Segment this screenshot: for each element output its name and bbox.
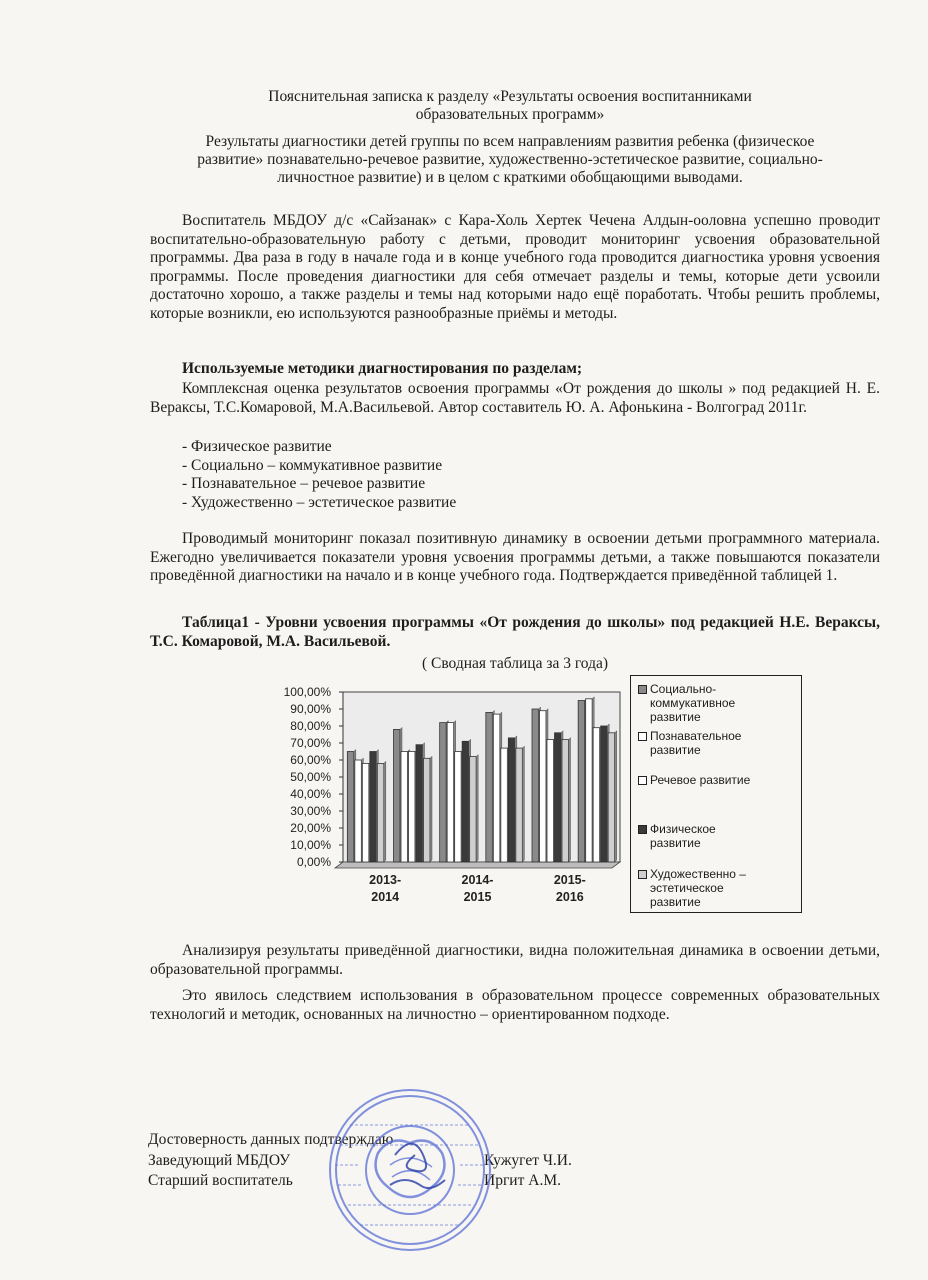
legend-label: Физическое xyxy=(650,822,716,836)
legend-label: развитие xyxy=(650,895,701,909)
bar xyxy=(493,714,500,862)
bar-side xyxy=(522,746,524,862)
x-tick-label: 2015- xyxy=(553,873,586,887)
legend-label: Познавательное xyxy=(650,729,742,743)
subtitle-line-2: развитие» познавательно-речевое развитие, художественно-эстетическое развитие, социально- xyxy=(197,151,823,168)
paragraph-3: Проводимый мониторинг показал позитивную динамику в освоении детьми программного материала. Ежегодно увеличивается показатели уровня усвоения программы детьми, а также повышаются показатели проведённой диагностики на начало и в конце учебного года. Подтверждается приведённой таблицей 1. xyxy=(150,530,880,585)
bar xyxy=(377,763,384,862)
legend-swatch xyxy=(638,732,647,741)
y-tick-label: 50,00% xyxy=(290,770,331,784)
bar xyxy=(370,752,377,863)
subtitle-line-3: личностное развитие) и в целом с краткими обобщающими выводами. xyxy=(277,169,743,186)
x-tick-label: 2015 xyxy=(463,890,492,904)
legend-swatch xyxy=(638,825,647,834)
y-tick-label: 60,00% xyxy=(290,753,331,767)
x-tick-label: 2014 xyxy=(371,890,400,904)
bar xyxy=(555,733,562,862)
bar xyxy=(578,701,585,863)
legend-label: Художественно – xyxy=(650,867,746,881)
legend-label: развитие xyxy=(650,743,701,757)
legend-swatch xyxy=(638,870,647,879)
y-tick-label: 100,00% xyxy=(283,685,331,699)
legend-swatch xyxy=(638,685,647,694)
y-tick-label: 0,00% xyxy=(296,855,331,869)
y-tick-label: 40,00% xyxy=(290,787,331,801)
list-item: - Социально – коммукативное развитие xyxy=(182,456,443,474)
bar-side xyxy=(430,756,432,862)
bar xyxy=(424,758,431,862)
bar xyxy=(532,709,539,862)
legend-label: развитие xyxy=(650,836,701,850)
legend-label: эстетическое xyxy=(650,881,724,895)
paragraph-1: Воспитатель МБДОУ д/с «Сайзанак» с Кара-Холь Хертек Чечена Алдын-ооловна успешно проводит воспитательно-образовательную работу с детьми, проводит мониторинг усвоения образовательной программы. Два раза в году в начале года и в конце учебного года проводится диагностика уровня усвоения программы. После проведения диагностики для себя отмечает разделы и темы, которые дети усвоили достаточно хорошо, а также разделы и темы над которыми надо ещё поработать. Чтобы решить проблемы, которые возникли, ею используются разнообразные приёмы и методы. xyxy=(150,212,880,322)
bar xyxy=(416,745,423,862)
senior-teacher-name: Иргит А.М. xyxy=(484,1172,561,1189)
legend-label: Социально- xyxy=(650,682,717,696)
bar xyxy=(593,728,600,862)
head-title: Заведующий МБДОУ xyxy=(148,1152,291,1169)
bar xyxy=(470,757,477,862)
paragraph-5: Это явилось следствием использования в образовательном процессе современных образовательных технологий и методик, основанных на личностно – ориентированном подходе. xyxy=(150,987,880,1023)
bar-side xyxy=(384,761,386,862)
y-tick-label: 90,00% xyxy=(290,702,331,716)
table-note: ( Сводная таблица за 3 года) xyxy=(421,655,609,672)
bar xyxy=(516,748,523,862)
list-item: - Физическое развитие xyxy=(182,438,332,455)
subtitle-line-1: Результаты диагностики детей группы по всем направлениям развития ребенка (физическое xyxy=(205,133,815,150)
bar xyxy=(355,760,362,862)
x-tick-label: 2016 xyxy=(555,890,584,904)
bar-side xyxy=(615,731,617,862)
bar xyxy=(562,740,569,862)
y-tick-label: 20,00% xyxy=(290,821,331,835)
table-caption: Таблица1 - Уровни усвоения программы «От рождения до школы» под редакцией Н.Е. Вераксы, Т.С. Комаровой, М.А. Васильевой. xyxy=(150,614,880,650)
bar-chart xyxy=(255,682,630,912)
bar xyxy=(347,752,354,863)
bar xyxy=(455,752,462,863)
y-tick-label: 70,00% xyxy=(290,736,331,750)
bar xyxy=(608,733,615,862)
bar xyxy=(547,740,554,862)
bar xyxy=(462,741,469,862)
x-tick-label: 2013- xyxy=(369,873,402,887)
legend-label: развитие xyxy=(650,710,701,724)
official-stamp xyxy=(320,1085,500,1255)
document-title xyxy=(180,88,840,124)
bar xyxy=(501,748,508,862)
x-tick-label: 2014- xyxy=(461,873,494,887)
title-line-1: Пояснительная записка к разделу «Результаты освоения воспитанниками xyxy=(268,88,752,105)
y-tick-label: 80,00% xyxy=(290,719,331,733)
paragraph-2: Комплексная оценка результатов освоения программы «От рождения до школы » под редакцией Н. Е. Вераксы, Т.С.Комаровой, М.А.Васильевой. Автор составитель Ю. А. Афонькина - Волгоград 2011г. xyxy=(150,380,880,416)
legend-label: Речевое развитие xyxy=(650,773,751,787)
bar-side xyxy=(569,738,571,862)
bar xyxy=(540,711,547,862)
title-line-2: образовательных программ» xyxy=(415,106,605,123)
bar xyxy=(394,729,401,862)
document-subtitle xyxy=(120,133,900,187)
legend-label: коммукативное xyxy=(650,696,736,710)
bar xyxy=(601,726,608,862)
methods-heading: Используемые методики диагностирования по разделам; xyxy=(182,360,583,377)
paragraph-4: Анализируя результаты приведённой диагностики, видна положительная динамика в освоении детьми, образовательной программы. xyxy=(150,942,880,978)
confirmation-line: Достоверность данных подтверждаю xyxy=(148,1131,394,1148)
chart-legend xyxy=(630,675,802,913)
bar xyxy=(447,723,454,862)
legend-swatch xyxy=(638,776,647,785)
head-name: Кужугет Ч.И. xyxy=(484,1152,572,1169)
list-item: - Познавательное – речевое развитие xyxy=(182,475,426,493)
bar xyxy=(362,763,369,862)
plot-floor xyxy=(335,862,620,868)
y-tick-label: 30,00% xyxy=(290,804,331,818)
bar xyxy=(409,752,416,863)
list-item: - Художественно – эстетическое развитие xyxy=(182,493,457,511)
bar xyxy=(486,712,493,862)
bar-side xyxy=(476,755,478,862)
bar xyxy=(440,723,447,862)
y-tick-label: 10,00% xyxy=(290,838,331,852)
methods-list xyxy=(182,438,456,512)
senior-teacher-title: Старший воспитатель xyxy=(148,1172,293,1189)
bar xyxy=(508,738,515,862)
bar xyxy=(586,699,593,862)
bar xyxy=(401,752,408,863)
